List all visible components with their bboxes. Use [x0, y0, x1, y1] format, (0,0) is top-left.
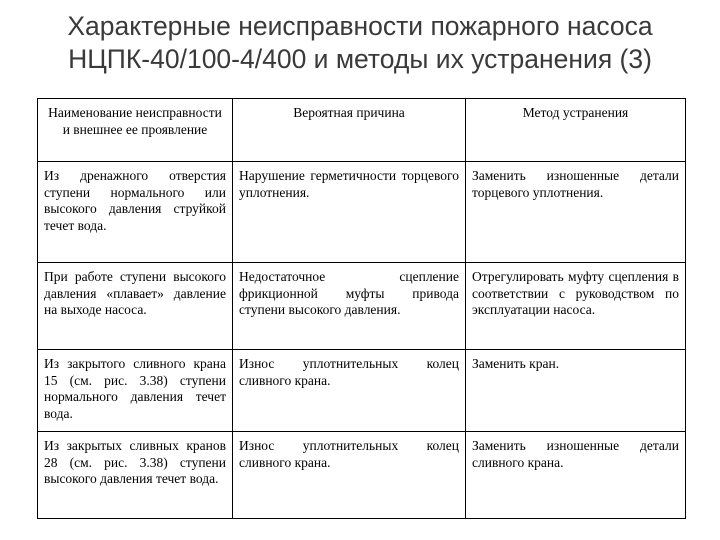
table-header-row: [38, 99, 686, 162]
cell-cause: Нарушение герметичности торцевого уплотнения.: [233, 162, 466, 263]
cell-fix: Отрегулировать муфту сцепления в соответствии с руководством по эксплуатации насоса.: [466, 263, 686, 350]
slide-title-line-1: Характерные неисправности пожарного насоса: [67, 11, 653, 41]
header-cause: Вероятная причина: [233, 99, 466, 162]
cell-fix: Заменить кран.: [466, 350, 686, 432]
table-row: [38, 263, 686, 350]
table-row: [38, 432, 686, 519]
cell-fault: Из дренажного отверстия ступени нормального или высокого давления струйкой течет вода.: [38, 162, 233, 263]
header-fault: Наименование неисправности и внешнее ее проявление: [38, 99, 233, 162]
cell-cause: Износ уплотнительных колец сливного крана.: [233, 350, 466, 432]
cell-fix: Заменить изношенные детали сливного крана.: [466, 432, 686, 519]
cell-fault: При работе ступени высокого давления «плавает» давление на выходе насоса.: [38, 263, 233, 350]
cell-cause: Недостаточное сцепление фрикционной муфты привода ступени высокого давления.: [233, 263, 466, 350]
table-row: [38, 162, 686, 263]
cell-cause: Износ уплотнительных колец сливного крана.: [233, 432, 466, 519]
slide-title-line-2: НЦПК-40/100-4/400 и методы их устранения (3): [68, 44, 652, 74]
cell-fault: Из закрытых сливных кранов 28 (см. рис. 3.38) ступени высокого давления течет вода.: [38, 432, 233, 519]
table-row: [38, 350, 686, 432]
cell-fault: Из закрытого сливного крана 15 (см. рис. 3.38) ступени нормального давления течет вода.: [38, 350, 233, 432]
faults-table: [37, 98, 686, 519]
cell-fix: Заменить изношенные детали торцевого уплотнения.: [466, 162, 686, 263]
slide-title: [0, 10, 720, 76]
header-fix: Метод устранения: [466, 99, 686, 162]
